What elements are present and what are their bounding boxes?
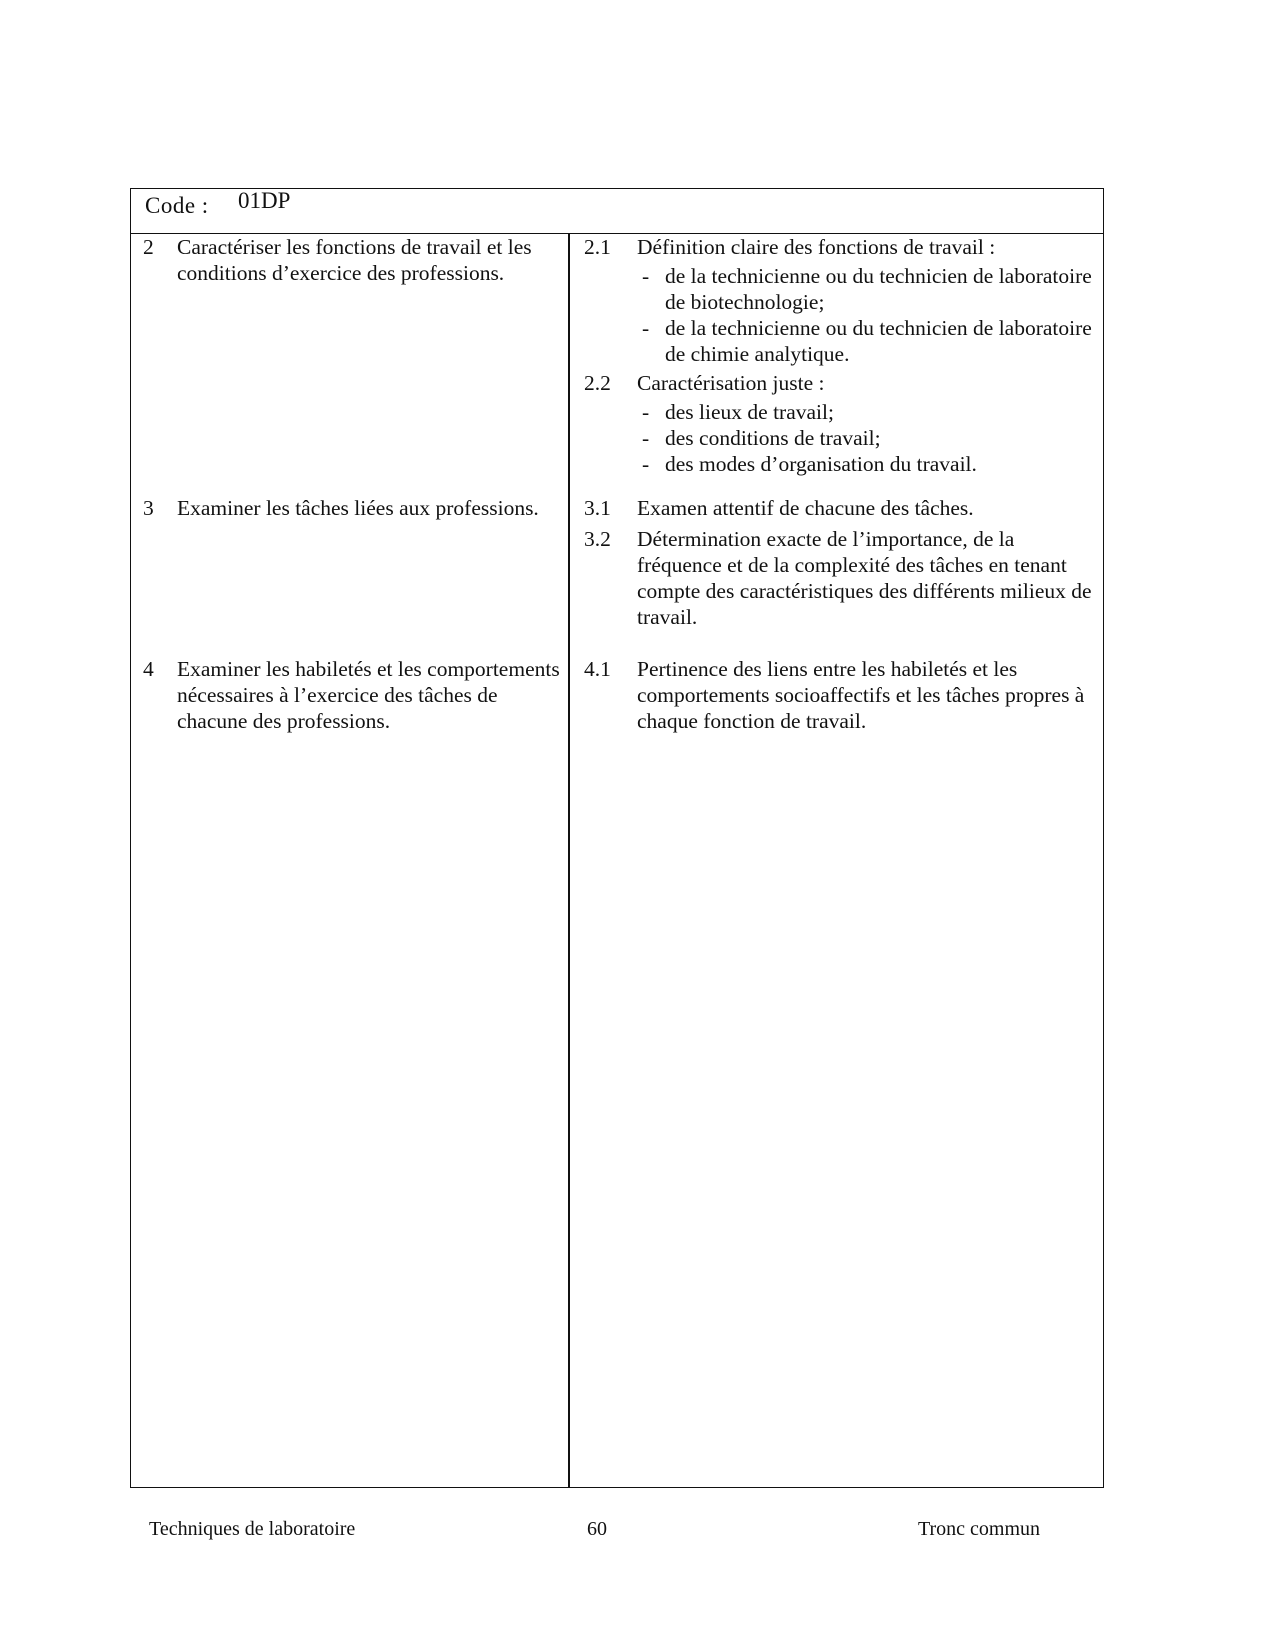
criterion-number: 3.1 (584, 496, 611, 520)
code-row (131, 189, 1103, 234)
element-text: Caractériser les fonctions de travail et les conditions d’exercice des professions. (177, 235, 532, 285)
bullet-item (637, 451, 1097, 477)
code-value: 01DP (238, 188, 291, 213)
bullet-item (637, 425, 1097, 451)
bullet-text: des modes d’organisation du travail. (665, 452, 977, 476)
criterion-number: 3.2 (584, 527, 611, 551)
element-number: 4 (143, 657, 154, 681)
criterion-number: 2.1 (584, 235, 611, 259)
bullet-item (637, 399, 1097, 425)
criterion-text: Caractérisation juste : (637, 371, 825, 395)
criterion-text: Définition claire des fonctions de travail : (637, 235, 996, 259)
criterion-bullets (637, 399, 1097, 477)
bullet-item (637, 263, 1097, 315)
criterion-number: 2.2 (584, 371, 611, 395)
element-text: Examiner les habiletés et les comportements nécessaires à l’exercice des tâches de chacune des professions. (177, 657, 560, 733)
dash-icon: - (642, 426, 650, 450)
criterion-bullets (637, 263, 1097, 367)
bullet-text: des conditions de travail; (665, 426, 881, 450)
dash-icon: - (642, 400, 650, 424)
bullet-item (637, 315, 1097, 367)
dash-icon: - (642, 452, 650, 476)
element-number: 3 (143, 496, 154, 520)
element-text: Examiner les tâches liées aux professions. (177, 496, 539, 520)
bullet-text: de la technicienne ou du technicien de laboratoire de chimie analytique. (665, 316, 1092, 366)
criterion-text: Détermination exacte de l’importance, de la fréquence et de la complexité des tâches en tenant compte des caractéristiques des différents milieux de travail. (637, 527, 1092, 629)
footer-program: Techniques de laboratoire (149, 1518, 356, 1540)
criterion-number: 4.1 (584, 657, 611, 681)
competency-table (130, 188, 1104, 1488)
dash-icon: - (642, 264, 650, 288)
footer-page-number: 60 (587, 1518, 607, 1540)
dash-icon: - (642, 316, 650, 340)
bullet-text: des lieux de travail; (665, 400, 834, 424)
bullet-text: de la technicienne ou du technicien de laboratoire de biotechnologie; (665, 264, 1092, 314)
element-number: 2 (143, 235, 154, 259)
criterion-text: Examen attentif de chacune des tâches. (637, 496, 974, 520)
footer-section: Tronc commun (918, 1518, 1041, 1540)
code-label: Code : (145, 193, 209, 218)
criterion-text: Pertinence des liens entre les habiletés et les comportements socioaffectifs et les tâches propres à chaque fonction de travail. (637, 657, 1085, 733)
column-divider (568, 234, 570, 1487)
